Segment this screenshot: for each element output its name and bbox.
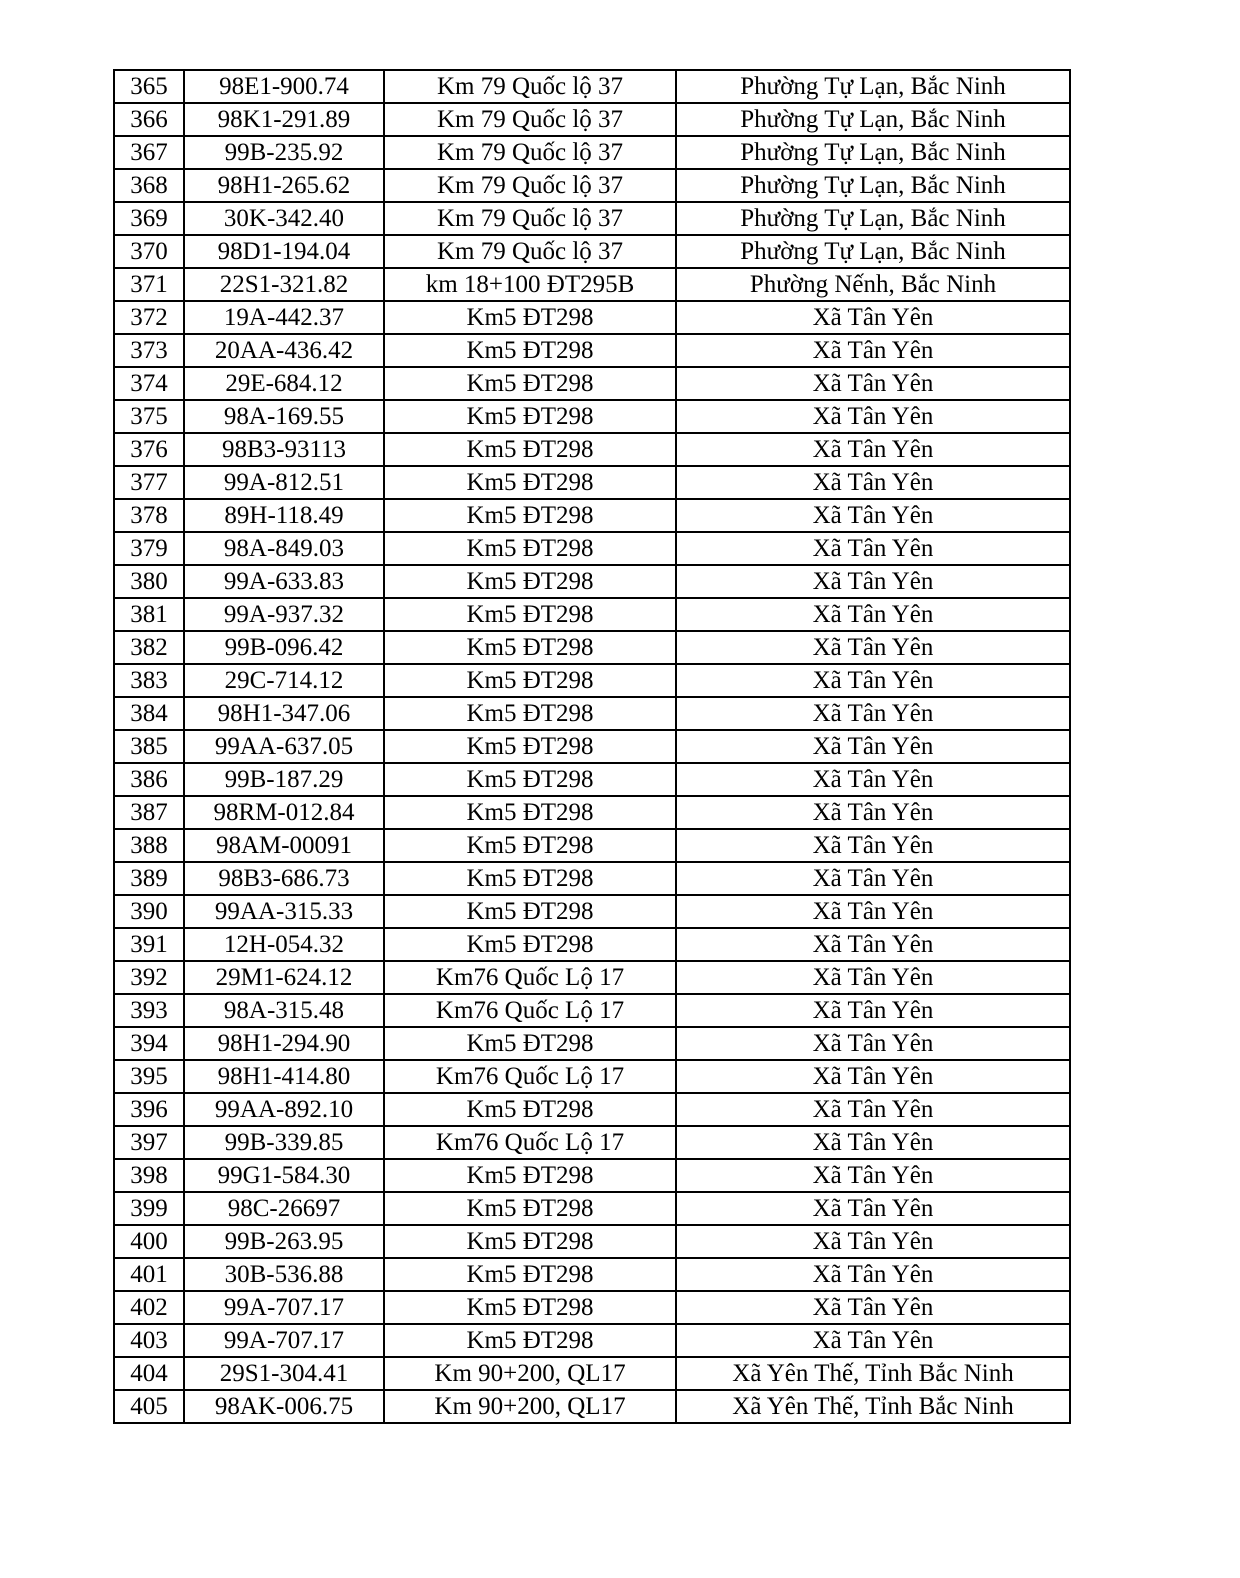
table-row [114,730,1070,763]
license-plate-cell: 99B-235.92 [184,136,384,169]
violation-location-cell: Km5 ĐT298 [384,862,676,895]
violation-location-cell: Km5 ĐT298 [384,433,676,466]
administrative-unit-cell: Phường Tự Lạn, Bắc Ninh [676,103,1070,136]
table-row [114,169,1070,202]
violation-location-cell: Km5 ĐT298 [384,928,676,961]
row-number-cell: 367 [114,136,184,169]
table-row [114,565,1070,598]
license-plate-cell: 99B-187.29 [184,763,384,796]
violation-location-cell: Km5 ĐT298 [384,697,676,730]
table-row [114,433,1070,466]
violation-location-cell: Km5 ĐT298 [384,796,676,829]
violation-location-cell: Km76 Quốc Lộ 17 [384,1060,676,1093]
row-number-cell: 366 [114,103,184,136]
license-plate-cell: 98A-169.55 [184,400,384,433]
license-plate-cell: 99B-263.95 [184,1225,384,1258]
table-row [114,1291,1070,1324]
license-plate-cell: 99B-096.42 [184,631,384,664]
table-row [114,1357,1070,1390]
row-number-cell: 388 [114,829,184,862]
license-plate-cell: 20AA-436.42 [184,334,384,367]
row-number-cell: 385 [114,730,184,763]
table-row [114,70,1070,103]
row-number-cell: 384 [114,697,184,730]
row-number-cell: 373 [114,334,184,367]
row-number-cell: 365 [114,70,184,103]
row-number-cell: 395 [114,1060,184,1093]
table-row [114,994,1070,1027]
row-number-cell: 375 [114,400,184,433]
violation-location-cell: Km5 ĐT298 [384,1093,676,1126]
administrative-unit-cell: Xã Tân Yên [676,301,1070,334]
violation-location-cell: km 18+100 ĐT295B [384,268,676,301]
administrative-unit-cell: Xã Yên Thế, Tỉnh Bắc Ninh [676,1390,1070,1423]
row-number-cell: 391 [114,928,184,961]
table-row [114,466,1070,499]
table-row [114,1225,1070,1258]
license-plate-cell: 98H1-347.06 [184,697,384,730]
violation-location-cell: Km 79 Quốc lộ 37 [384,169,676,202]
license-plate-cell: 98B3-93113 [184,433,384,466]
table-row [114,136,1070,169]
license-plate-cell: 98RM-012.84 [184,796,384,829]
administrative-unit-cell: Xã Tân Yên [676,1324,1070,1357]
table-row [114,103,1070,136]
administrative-unit-cell: Xã Tân Yên [676,466,1070,499]
license-plate-cell: 99AA-315.33 [184,895,384,928]
table-body [114,70,1070,1423]
administrative-unit-cell: Xã Tân Yên [676,928,1070,961]
table-row [114,301,1070,334]
license-plate-cell: 98H1-414.80 [184,1060,384,1093]
administrative-unit-cell: Xã Tân Yên [676,598,1070,631]
table-row [114,1159,1070,1192]
administrative-unit-cell: Xã Tân Yên [676,730,1070,763]
administrative-unit-cell: Phường Tự Lạn, Bắc Ninh [676,70,1070,103]
violation-location-cell: Km5 ĐT298 [384,1159,676,1192]
administrative-unit-cell: Xã Tân Yên [676,367,1070,400]
license-plate-cell: 98AM-00091 [184,829,384,862]
administrative-unit-cell: Xã Tân Yên [676,400,1070,433]
table-row [114,1192,1070,1225]
violation-location-cell: Km5 ĐT298 [384,499,676,532]
license-plate-cell: 29M1-624.12 [184,961,384,994]
row-number-cell: 383 [114,664,184,697]
license-plate-cell: 99G1-584.30 [184,1159,384,1192]
violation-location-cell: Km5 ĐT298 [384,1291,676,1324]
table-row [114,862,1070,895]
violation-location-cell: Km5 ĐT298 [384,730,676,763]
row-number-cell: 396 [114,1093,184,1126]
violation-location-cell: Km5 ĐT298 [384,1225,676,1258]
administrative-unit-cell: Xã Tân Yên [676,1225,1070,1258]
table-row [114,499,1070,532]
table-row [114,631,1070,664]
violation-location-cell: Km 79 Quốc lộ 37 [384,103,676,136]
administrative-unit-cell: Phường Tự Lạn, Bắc Ninh [676,169,1070,202]
violation-location-cell: Km5 ĐT298 [384,334,676,367]
administrative-unit-cell: Xã Tân Yên [676,1060,1070,1093]
table-row [114,400,1070,433]
vehicle-records-table [113,69,1071,1424]
violation-location-cell: Km 79 Quốc lộ 37 [384,235,676,268]
administrative-unit-cell: Xã Tân Yên [676,763,1070,796]
license-plate-cell: 98D1-194.04 [184,235,384,268]
administrative-unit-cell: Xã Tân Yên [676,1291,1070,1324]
table-row [114,202,1070,235]
table-row [114,697,1070,730]
violation-location-cell: Km5 ĐT298 [384,631,676,664]
table-row [114,829,1070,862]
row-number-cell: 398 [114,1159,184,1192]
row-number-cell: 371 [114,268,184,301]
row-number-cell: 377 [114,466,184,499]
license-plate-cell: 98AK-006.75 [184,1390,384,1423]
row-number-cell: 368 [114,169,184,202]
violation-location-cell: Km5 ĐT298 [384,664,676,697]
license-plate-cell: 98H1-294.90 [184,1027,384,1060]
table-row [114,367,1070,400]
table-row [114,928,1070,961]
row-number-cell: 381 [114,598,184,631]
administrative-unit-cell: Phường Tự Lạn, Bắc Ninh [676,202,1070,235]
violation-location-cell: Km5 ĐT298 [384,367,676,400]
license-plate-cell: 99A-633.83 [184,565,384,598]
violation-location-cell: Km76 Quốc Lộ 17 [384,994,676,1027]
administrative-unit-cell: Xã Tân Yên [676,1192,1070,1225]
license-plate-cell: 99A-937.32 [184,598,384,631]
row-number-cell: 389 [114,862,184,895]
violation-location-cell: Km5 ĐT298 [384,895,676,928]
license-plate-cell: 98H1-265.62 [184,169,384,202]
administrative-unit-cell: Xã Tân Yên [676,862,1070,895]
table-row [114,532,1070,565]
row-number-cell: 370 [114,235,184,268]
administrative-unit-cell: Xã Tân Yên [676,664,1070,697]
license-plate-cell: 99A-707.17 [184,1291,384,1324]
administrative-unit-cell: Xã Tân Yên [676,895,1070,928]
row-number-cell: 386 [114,763,184,796]
license-plate-cell: 30K-342.40 [184,202,384,235]
administrative-unit-cell: Phường Tự Lạn, Bắc Ninh [676,136,1070,169]
row-number-cell: 374 [114,367,184,400]
table-row [114,598,1070,631]
violation-location-cell: Km5 ĐT298 [384,400,676,433]
table-row [114,235,1070,268]
row-number-cell: 369 [114,202,184,235]
administrative-unit-cell: Xã Tân Yên [676,961,1070,994]
license-plate-cell: 98A-315.48 [184,994,384,1027]
violation-location-cell: Km5 ĐT298 [384,598,676,631]
violation-location-cell: Km 79 Quốc lộ 37 [384,136,676,169]
administrative-unit-cell: Xã Tân Yên [676,1258,1070,1291]
violation-location-cell: Km5 ĐT298 [384,301,676,334]
license-plate-cell: 98B3-686.73 [184,862,384,895]
row-number-cell: 401 [114,1258,184,1291]
table-row [114,1126,1070,1159]
license-plate-cell: 12H-054.32 [184,928,384,961]
table-row [114,1390,1070,1423]
license-plate-cell: 98E1-900.74 [184,70,384,103]
table-row [114,961,1070,994]
violation-location-cell: Km5 ĐT298 [384,532,676,565]
license-plate-cell: 29E-684.12 [184,367,384,400]
violation-location-cell: Km5 ĐT298 [384,565,676,598]
violation-location-cell: Km5 ĐT298 [384,829,676,862]
row-number-cell: 376 [114,433,184,466]
row-number-cell: 382 [114,631,184,664]
violation-location-cell: Km76 Quốc Lộ 17 [384,1126,676,1159]
violation-location-cell: Km5 ĐT298 [384,466,676,499]
table-row [114,664,1070,697]
row-number-cell: 404 [114,1357,184,1390]
row-number-cell: 380 [114,565,184,598]
table-row [114,895,1070,928]
row-number-cell: 392 [114,961,184,994]
administrative-unit-cell: Xã Tân Yên [676,1126,1070,1159]
table-row [114,268,1070,301]
violation-location-cell: Km5 ĐT298 [384,1324,676,1357]
administrative-unit-cell: Xã Tân Yên [676,796,1070,829]
license-plate-cell: 99B-339.85 [184,1126,384,1159]
row-number-cell: 394 [114,1027,184,1060]
administrative-unit-cell: Xã Tân Yên [676,697,1070,730]
violation-location-cell: Km 79 Quốc lộ 37 [384,202,676,235]
license-plate-cell: 22S1-321.82 [184,268,384,301]
row-number-cell: 405 [114,1390,184,1423]
table-row [114,796,1070,829]
table-row [114,1093,1070,1126]
table-row [114,1060,1070,1093]
administrative-unit-cell: Xã Tân Yên [676,499,1070,532]
administrative-unit-cell: Xã Yên Thế, Tỉnh Bắc Ninh [676,1357,1070,1390]
administrative-unit-cell: Xã Tân Yên [676,532,1070,565]
administrative-unit-cell: Phường Tự Lạn, Bắc Ninh [676,235,1070,268]
license-plate-cell: 89H-118.49 [184,499,384,532]
license-plate-cell: 99AA-637.05 [184,730,384,763]
license-plate-cell: 99AA-892.10 [184,1093,384,1126]
license-plate-cell: 99A-707.17 [184,1324,384,1357]
row-number-cell: 403 [114,1324,184,1357]
row-number-cell: 402 [114,1291,184,1324]
administrative-unit-cell: Xã Tân Yên [676,1159,1070,1192]
row-number-cell: 400 [114,1225,184,1258]
row-number-cell: 399 [114,1192,184,1225]
administrative-unit-cell: Xã Tân Yên [676,433,1070,466]
administrative-unit-cell: Xã Tân Yên [676,334,1070,367]
license-plate-cell: 30B-536.88 [184,1258,384,1291]
administrative-unit-cell: Xã Tân Yên [676,1093,1070,1126]
violation-location-cell: Km 90+200, QL17 [384,1390,676,1423]
table-row [114,1258,1070,1291]
row-number-cell: 397 [114,1126,184,1159]
administrative-unit-cell: Xã Tân Yên [676,1027,1070,1060]
table-row [114,334,1070,367]
table-row [114,763,1070,796]
violation-location-cell: Km5 ĐT298 [384,1258,676,1291]
violation-location-cell: Km5 ĐT298 [384,763,676,796]
table-row [114,1027,1070,1060]
violation-location-cell: Km5 ĐT298 [384,1027,676,1060]
license-plate-cell: 98K1-291.89 [184,103,384,136]
row-number-cell: 379 [114,532,184,565]
license-plate-cell: 29C-714.12 [184,664,384,697]
table-row [114,1324,1070,1357]
administrative-unit-cell: Xã Tân Yên [676,829,1070,862]
license-plate-cell: 19A-442.37 [184,301,384,334]
administrative-unit-cell: Xã Tân Yên [676,631,1070,664]
violation-location-cell: Km76 Quốc Lộ 17 [384,961,676,994]
license-plate-cell: 99A-812.51 [184,466,384,499]
row-number-cell: 387 [114,796,184,829]
row-number-cell: 390 [114,895,184,928]
row-number-cell: 393 [114,994,184,1027]
violation-location-cell: Km 90+200, QL17 [384,1357,676,1390]
violation-location-cell: Km 79 Quốc lộ 37 [384,70,676,103]
license-plate-cell: 98A-849.03 [184,532,384,565]
row-number-cell: 378 [114,499,184,532]
row-number-cell: 372 [114,301,184,334]
license-plate-cell: 98C-26697 [184,1192,384,1225]
administrative-unit-cell: Phường Nếnh, Bắc Ninh [676,268,1070,301]
administrative-unit-cell: Xã Tân Yên [676,565,1070,598]
violation-location-cell: Km5 ĐT298 [384,1192,676,1225]
administrative-unit-cell: Xã Tân Yên [676,994,1070,1027]
license-plate-cell: 29S1-304.41 [184,1357,384,1390]
